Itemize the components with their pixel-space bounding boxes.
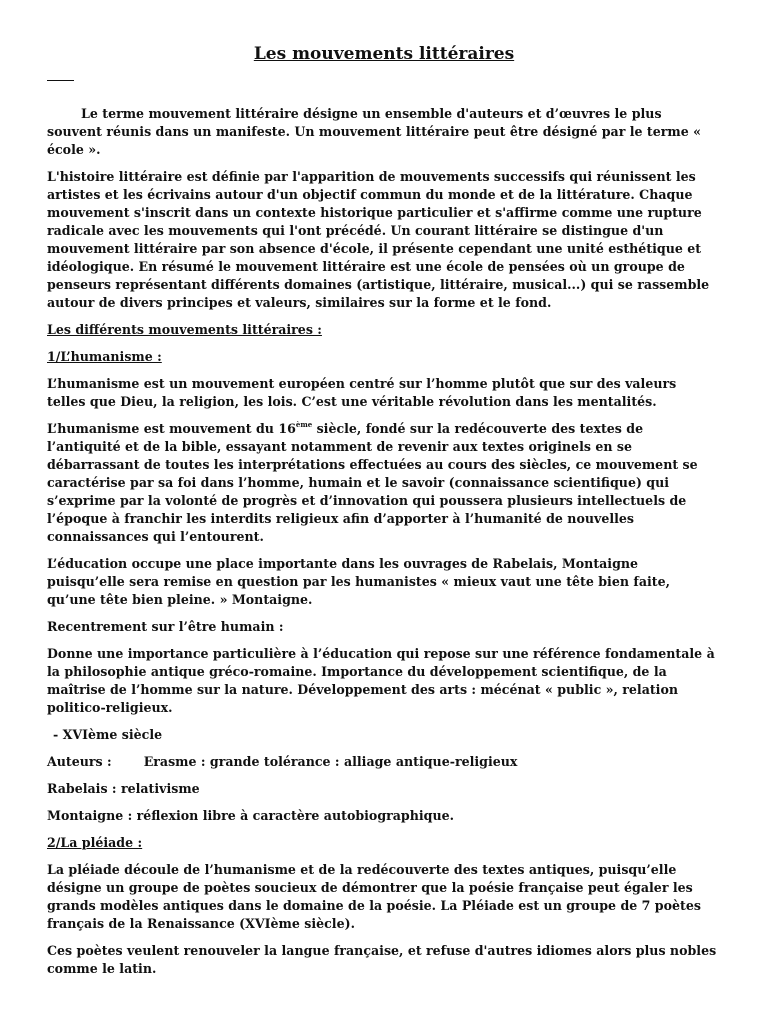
pleiade-heading: 2/La pléiade : [47, 835, 143, 850]
auteurs-label: Auteurs : [47, 754, 112, 769]
montaigne-line: Montaigne : réflexion libre à caractère autobiographique. [47, 808, 455, 823]
rabelais-line: Rabelais : relativisme [47, 781, 200, 796]
document-title: Les mouvements littéraires [253, 44, 515, 64]
pleiade-paragraph-1: La pléiade découle de l’humanisme et de la redécouverte des textes antiques, puisqu’elle désigne un groupe de poètes soucieux de démontrer que la poésie française peut égaler les grands modèles antiques dans le domaine de la poésie. La Pléiade est un groupe de 7 poètes français de la Renaissance (XVIème siècle). [47, 862, 701, 931]
humanisme-paragraph-2 [47, 420, 719, 546]
auteurs-line [47, 753, 719, 771]
section-heading: Les différents mouvements littéraires : [47, 322, 322, 337]
pleiade-paragraph-2: Ces poètes veulent renouveler la langue française, et refuse d'autres idiomes alors plus nobles comme le latin. [47, 943, 717, 976]
recentrement-line: Recentrement sur l’être humain : [47, 619, 284, 634]
superscript-eme: ème [295, 420, 313, 429]
humanisme-heading: 1/L’humanisme : [47, 349, 162, 364]
humanisme-paragraph-1: L’humanisme est un mouvement européen centré sur l’homme plutôt que sur des valeurs telles que Dieu, la religion, les lois. C’est une véritable révolution dans les mentalités. [47, 376, 677, 409]
century-line: - XVIème siècle [53, 727, 163, 742]
erasme-entry: Erasme : grande tolérance : alliage antique-religieux [143, 754, 518, 769]
humanisme-p2-end: siècle, fondé sur la redécouverte des textes de l’antiquité et de la bible, essayant notamment de revenir aux textes originels en se débarrassant de toutes les interprétations effectuées au cours des siècles, ce mouvement se caractérise par sa foi dans l’homme, humain et le savoir (connaissance scientifique) qui s’exprime par la volonté de progrès et d’innovation qui poussera plusieurs intellectuels de l’époque à franchir les interdits religieux afin d’apporter à l’humanité de nouvelles connaissances qui l’entourent. [47, 421, 698, 544]
short-rule [47, 80, 74, 81]
intro-paragraph: Le terme mouvement littéraire désigne un ensemble d'auteurs et d’œuvres le plus souvent réunis dans un manifeste. Un mouvement littéraire peut être désigné par le terme « école ». [47, 106, 701, 157]
humanisme-p2-start: L’humanisme est mouvement du 16 [47, 421, 296, 436]
humanisme-paragraph-4: Donne une importance particulière à l’éducation qui repose sur une référence fondamentale à la philosophie antique gréco-romaine. Importance du développement scientifique, de la maîtrise de l’homme sur la nature. Développement des arts : mécénat « public », relation politico-religieux. [47, 646, 715, 715]
document-body [47, 105, 719, 987]
humanisme-paragraph-3: L’éducation occupe une place importante dans les ouvrages de Rabelais, Montaigne puisqu’elle sera remise en question par les humanistes « mieux vaut une tête bien faite, qu’une tête bien pleine. » Montaigne. [47, 556, 670, 607]
history-paragraph: L'histoire littéraire est définie par l'apparition de mouvements successifs qui réunissent les artistes et les écrivains autour d'un objectif commun du monde et de la littérature. Chaque mouvement s'inscrit dans un contexte historique particulier et s'affirme comme une rupture radicale avec les mouvements qui l'ont précédé. Un courant littéraire se distingue d'un mouvement littéraire par son absence d'école, il présente cependant une unité esthétique et idéologique. En résumé le mouvement littéraire est une école de pensées où un groupe de penseurs représentant différents domaines (artistique, littéraire, musical...) qui se rassemble autour de divers principes et valeurs, similaires sur la forme et le fond. [47, 169, 710, 310]
